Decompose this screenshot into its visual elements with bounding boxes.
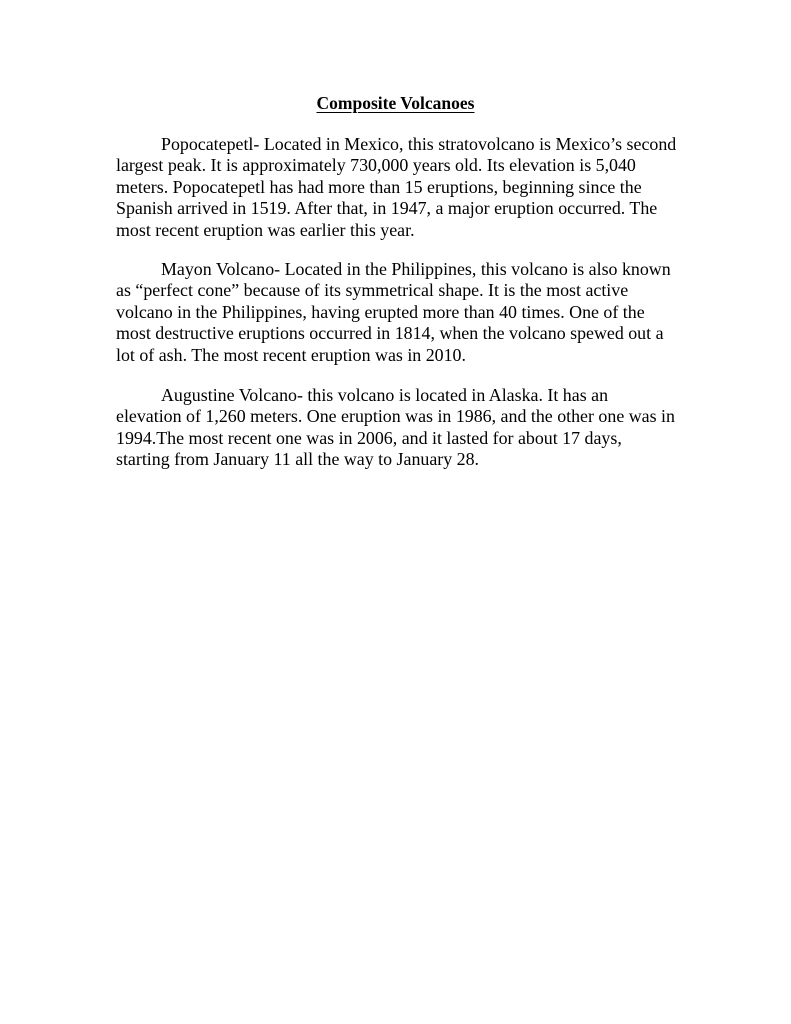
document-title [116,92,675,114]
document-title-text: Composite Volcanoes [316,93,475,113]
paragraph-augustine-volcano: Augustine Volcano- this volcano is located in Alaska. It has an elevation of 1,260 meters. One eruption was in 1986, and the other one was in 1994.The most recent one was in 2006, and it lasted for about 17 days, starting from January 11 all the way to January 28. [116,385,675,470]
paragraph-popocatepetl: Popocatepetl- Located in Mexico, this stratovolcano is Mexico’s second largest peak. It is approximately 730,000 years old. Its elevation is 5,040 meters. Popocatepetl has had more than 15 eruptions, beginning since the Spanish arrived in 1519. After that, in 1947, a major eruption occurred. The most recent eruption was earlier this year. [116,134,677,240]
paragraph-mayon-volcano: Mayon Volcano- Located in the Philippines, this volcano is also known as “perfect cone” because of its symmetrical shape. It is the most active volcano in the Philippines, having erupted more than 40 times. One of the most destructive eruptions occurred in 1814, when the volcano spewed out a lot of ash. The most recent eruption was in 2010. [116,259,671,365]
